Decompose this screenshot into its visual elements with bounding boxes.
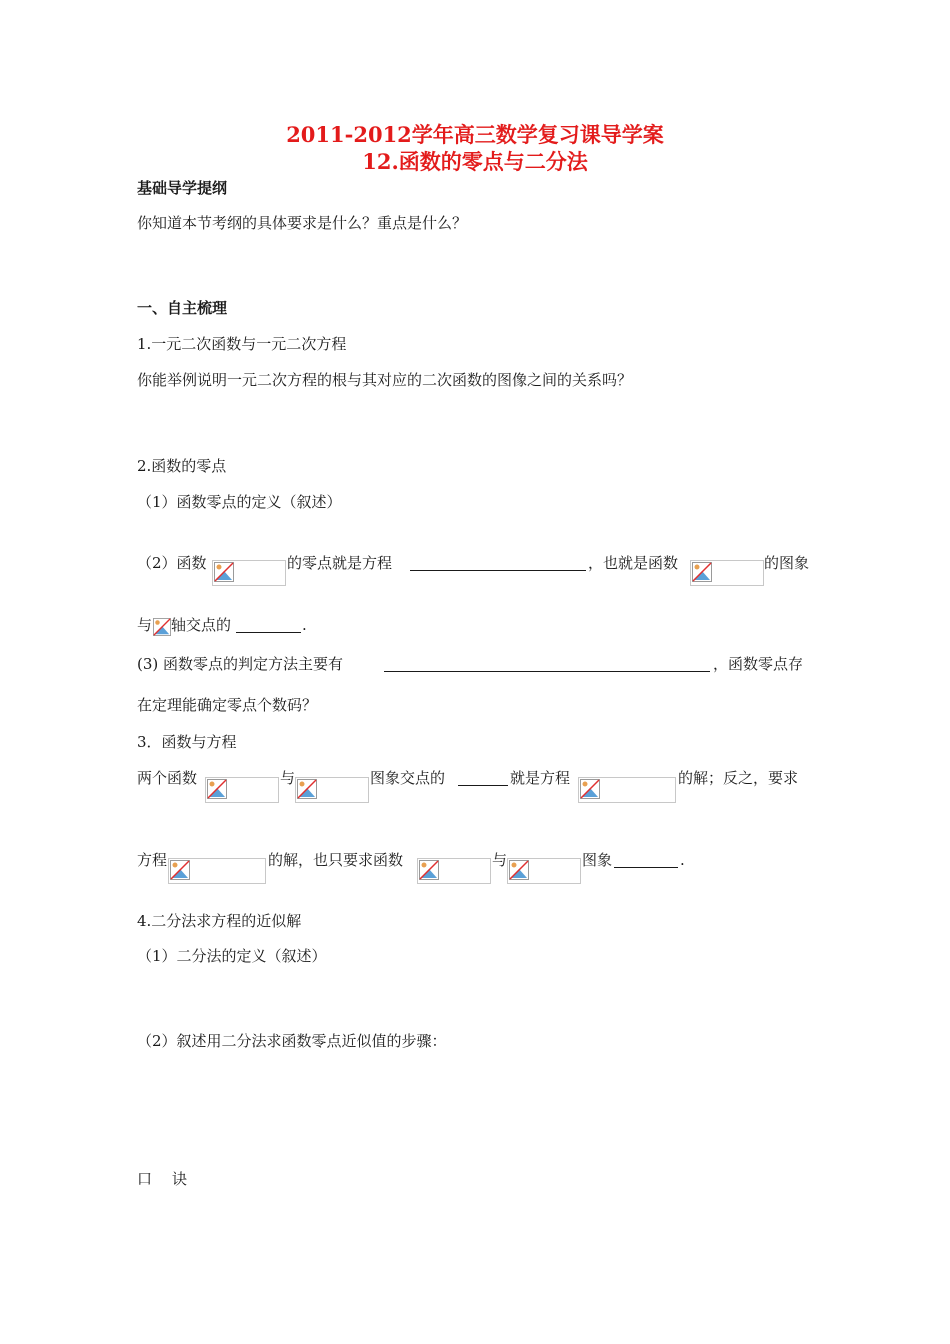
broken-image-icon [170,860,190,880]
page-subtitle: 12.函数的零点与二分法 [362,149,588,174]
item4-sub2: （2）叙述用二分法求函数零点近似值的步骤： [137,1032,447,1050]
item3-line2-b: 的解，也只要求函数 [268,851,404,869]
item2-sub3-b: ，函数零点存 [713,655,804,673]
item2-sub1: （1）函数零点的定义（叙述） [137,493,342,511]
broken-image-icon [297,779,317,799]
item1-title: 1.一元二次函数与一元二次方程 [137,335,347,353]
item3-line2-c: 与 [492,851,508,869]
item3-line2-d: 图象 [582,851,613,869]
answer-blank[interactable] [458,769,508,786]
item2-sub3-c: 在定理能确定零点个数码？ [137,696,318,714]
item3-line1-d: 就是方程 [510,769,571,787]
item1-question: 你能举例说明一元二次方程的根与其对应的二次函数的图像之间的关系吗？ [137,371,633,389]
formula-image-placeholder [212,560,286,586]
basics-question: 你知道本节考纲的具体要求是什么？重点是什么？ [137,214,468,232]
formula-image-placeholder [507,858,581,884]
item2-sub2-b: 的零点就是方程 [287,554,393,572]
section1-heading: 一、自主梳理 [137,299,228,317]
item2-sub2-f: 轴交点的 [171,616,232,634]
formula-image-placeholder [578,777,676,803]
answer-blank[interactable] [614,851,678,868]
item4-sub1: （1）二分法的定义（叙述） [137,947,327,965]
broken-image-icon [419,860,439,880]
item3-line1-c: 图象交点的 [370,769,446,787]
broken-image-icon [580,779,600,799]
item3-line2-e: . [680,851,685,869]
answer-blank[interactable] [410,554,586,571]
broken-image-icon [153,618,171,636]
item2-title: 2.函数的零点 [137,457,227,475]
item4-title: 4.二分法求方程的近似解 [137,912,302,930]
answer-blank[interactable] [236,616,301,633]
broken-image-icon [509,860,529,880]
broken-image-icon [214,562,234,582]
formula-image-placeholder [417,858,491,884]
mnemonic-label-a: 口 [137,1170,153,1188]
item3-line1-e: 的解；反之，要求 [678,769,799,787]
item2-sub3-a: (3) 函数零点的判定方法主要有 [137,655,344,673]
broken-image-icon [207,779,227,799]
item2-sub2-e: 与 [137,616,153,634]
item2-sub2-c: ，也就是函数 [588,554,679,572]
item2-sub2-d: 的图象 [764,554,810,572]
item2-sub2-g: . [302,616,307,634]
broken-image-icon [692,562,712,582]
formula-image-placeholder [295,777,369,803]
item3-line1-b: 与 [280,769,296,787]
item3-title: 3．函数与方程 [137,733,237,751]
mnemonic-label-b: 诀 [172,1170,188,1188]
basics-heading: 基础导学提纲 [137,179,228,197]
item2-sub2-a: （2）函数 [137,554,207,572]
item3-line2-a: 方程 [137,851,168,869]
answer-blank[interactable] [384,655,710,672]
item3-line1-a: 两个函数 [137,769,198,787]
formula-image-placeholder [205,777,279,803]
formula-image-placeholder [690,560,764,586]
formula-image-placeholder [152,617,170,635]
formula-image-placeholder [168,858,266,884]
page-title: 2011-2012学年高三数学复习课导学案 [286,122,664,147]
